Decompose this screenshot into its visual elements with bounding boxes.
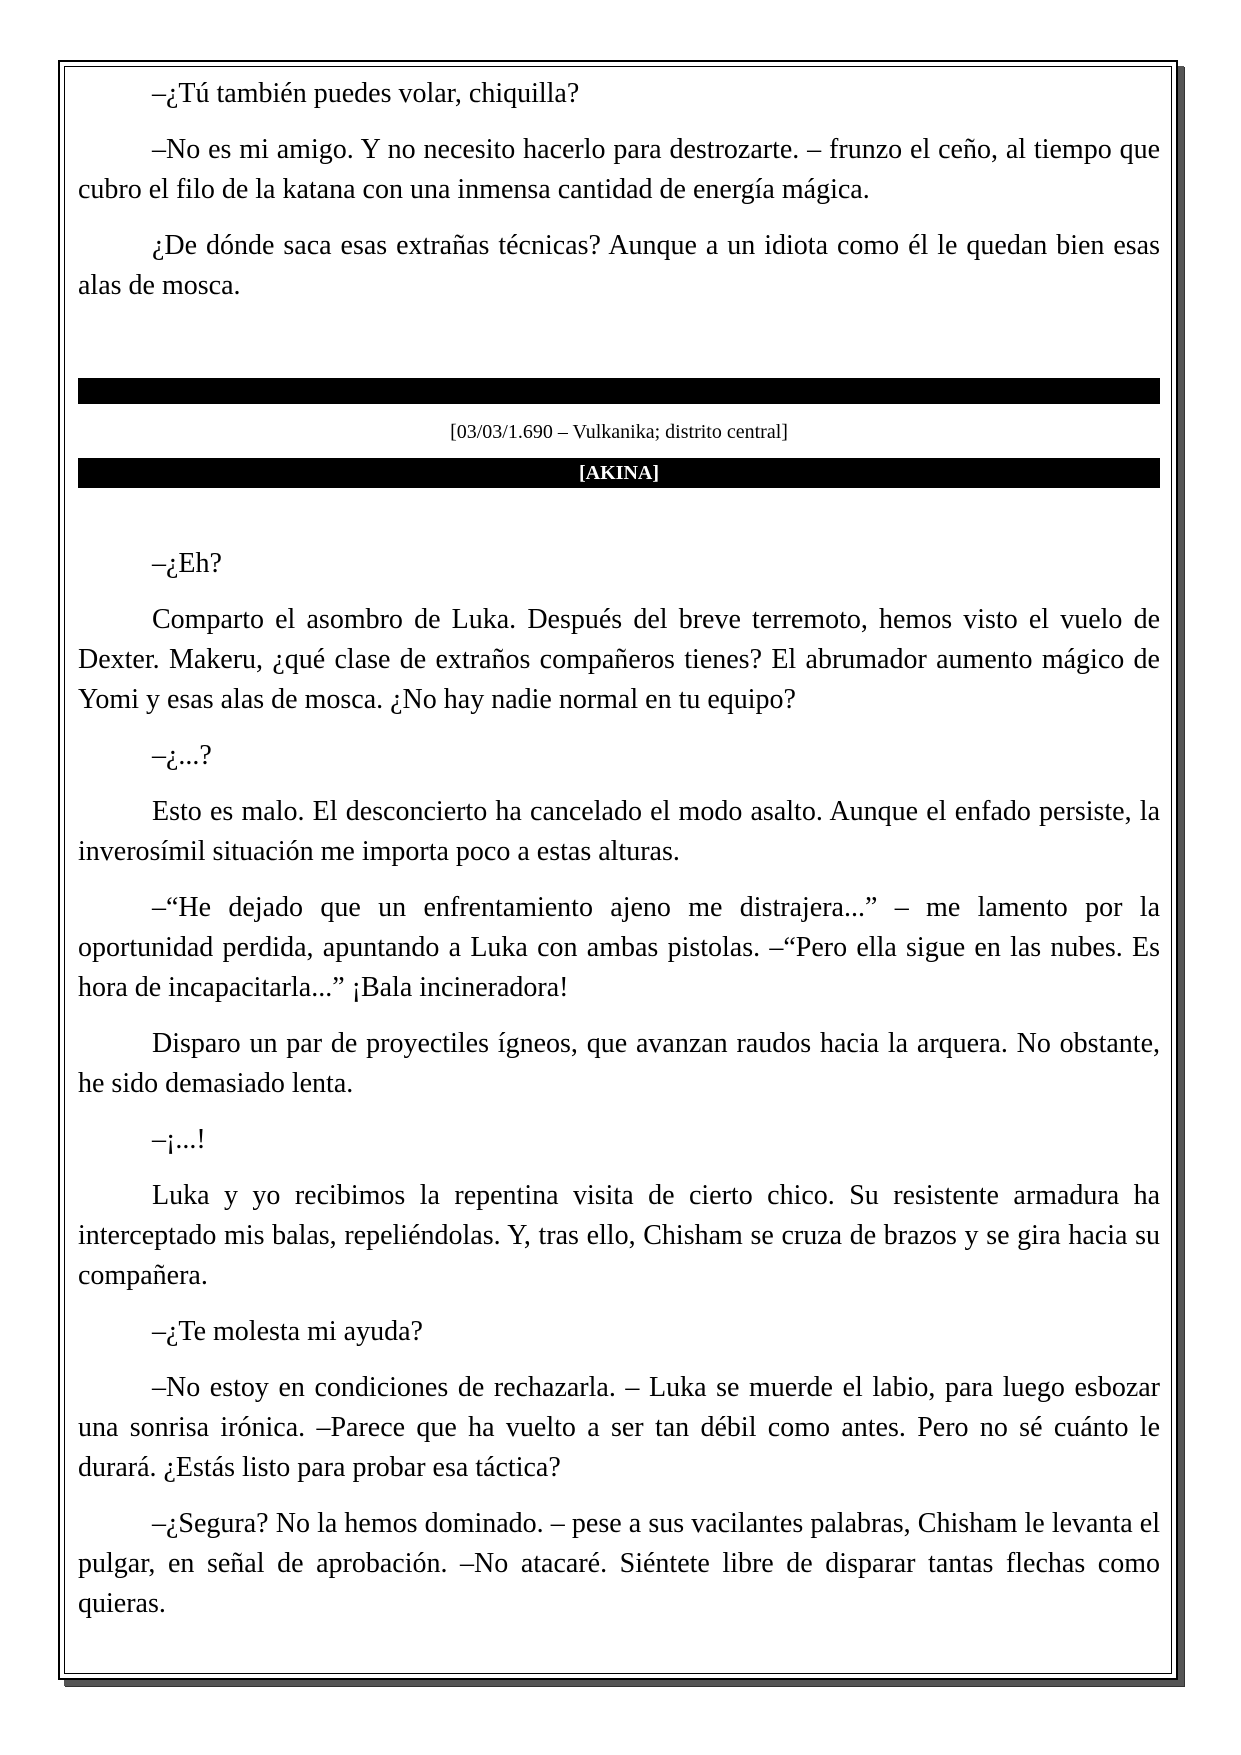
paragraph: –“He dejado que un enfrentamiento ajeno me distrajera...” – me lamento por la oportunidad perdida, apuntando a Luka con ambas pistolas. –“Pero ella sigue en las nubes. Es hora de incapacitarla...” ¡Bala incineradora!: [78, 892, 1160, 1003]
section-date-location: [03/03/1.690 – Vulkanika; distrito central]: [450, 421, 788, 443]
paragraph: –¿Eh?: [152, 548, 222, 579]
paragraph: Luka y yo recibimos la repentina visita de cierto chico. Su resistente armadura ha interceptado mis balas, repeliéndolas. Y, tras ello, Chisham se cruza de brazos y se gira hacia su compañera.: [78, 1180, 1160, 1291]
section-character-header: [AKINA]: [78, 458, 1160, 488]
paragraph: –¿...?: [152, 740, 212, 771]
paragraph: –¿Te molesta mi ayuda?: [152, 1316, 423, 1347]
paragraph: –No es mi amigo. Y no necesito hacerlo para destrozarte. – frunzo el ceño, al tiempo que cubro el filo de la katana con una inmensa cantidad de energía mágica.: [78, 134, 1160, 205]
paragraph: Disparo un par de proyectiles ígneos, que avanzan raudos hacia la arquera. No obstante, he sido demasiado lenta.: [78, 1028, 1160, 1099]
paragraph: –¿Tú también puedes volar, chiquilla?: [152, 78, 580, 109]
paragraph: –¡...!: [152, 1124, 206, 1155]
paragraph: ¿De dónde saca esas extrañas técnicas? Aunque a un idiota como él le quedan bien esas alas de mosca.: [78, 230, 1160, 301]
section-divider-bar: [78, 378, 1160, 404]
page-frame: [58, 60, 1178, 1680]
paragraph: –No estoy en condiciones de rechazarla. – Luka se muerde el labio, para luego esbozar una sonrisa irónica. –Parece que ha vuelto a ser tan débil como antes. Pero no sé cuánto le durará. ¿Estás listo para probar esa táctica?: [78, 1372, 1160, 1483]
page-content: [78, 74, 1160, 1640]
paragraph: Comparto el asombro de Luka. Después del breve terremoto, hemos visto el vuelo de Dexter. Makeru, ¿qué clase de extraños compañeros tienes? El abrumador aumento mágico de Yomi y esas alas de mosca. ¿No hay nadie normal en tu equipo?: [78, 604, 1160, 715]
paragraph: Esto es malo. El desconcierto ha cancelado el modo asalto. Aunque el enfado persiste, la inverosímil situación me importa poco a estas alturas.: [78, 796, 1160, 867]
paragraph: –¿Segura? No la hemos dominado. – pese a sus vacilantes palabras, Chisham le levanta el pulgar, en señal de aprobación. –No atacaré. Siéntete libre de disparar tantas flechas como quieras.: [78, 1508, 1160, 1619]
